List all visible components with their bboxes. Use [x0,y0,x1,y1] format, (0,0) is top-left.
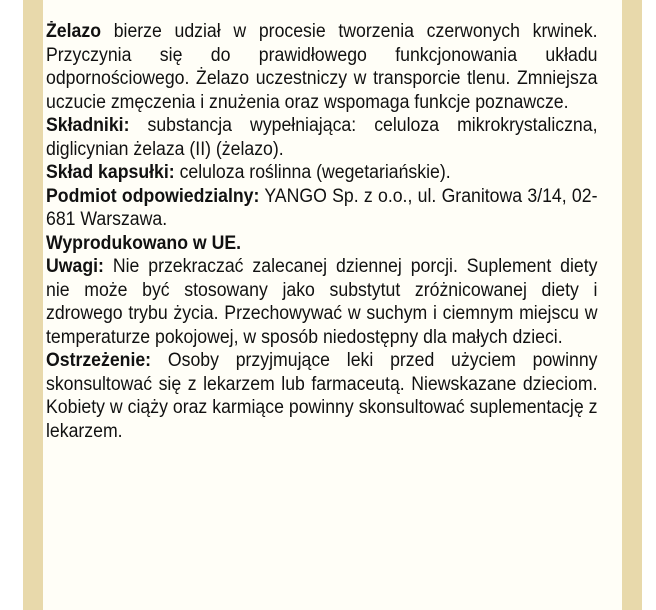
notes [46,255,597,349]
ingredients [46,114,597,161]
iron-term: Żelazo [46,21,101,42]
capsule-term: Skład kapsułki: [46,162,175,183]
notes-term: Uwagi: [46,256,104,277]
iron-text: bierze udział w procesie tworzenia czerwonych krwinek. Przyczynia się do prawidłowego funkcjonowania układu odpornościowego. Żelazo uczestniczy w transporcie tlenu. Zmniejsza uczucie zmęczenia i znużenia oraz wspomaga funkcje poznawcze. [46,21,598,113]
notes-text: Nie przekraczać zalecanej dziennej porcji. Suplement diety nie może być stosowany jako substytut zróżnicowanej diety i zdrowego trybu życia. Przechowywać w suchym i ciemnym miejscu w temperaturze pokojowej, w sposób niedostępny dla małych dzieci. [46,256,598,348]
warning-text: Osoby przyjmujące leki przed użyciem powinny skonsultować się z lekarzem lub farmaceutą. Niewskazane dzieciom. Kobiety w ciąży oraz karmiące powinny skonsultować suplementację z lekarzem. [46,350,598,442]
made-in-eu [46,232,597,256]
responsible-text: YANGO Sp. z o.o., ul. Granitowa 3/14, 02-681 Warszawa. [46,185,598,230]
responsible-term: Podmiot odpowiedzialny: [46,185,260,207]
ingredients-text: substancja wypełniająca: celuloza mikrokrystaliczna, diglicynian żelaza (II) (żelazo). [46,115,598,160]
made-in-term: Wyprodukowano w UE. [46,232,242,254]
warning [46,349,597,443]
label-text [46,0,597,443]
warning-term: Ostrzeżenie: [46,350,152,371]
ingredients-term: Składniki: [46,115,130,136]
capsule-composition [46,161,597,185]
iron-description [46,20,597,114]
responsible-entity [46,185,597,232]
capsule-text: celuloza roślinna (wegetariańskie). [174,162,451,183]
